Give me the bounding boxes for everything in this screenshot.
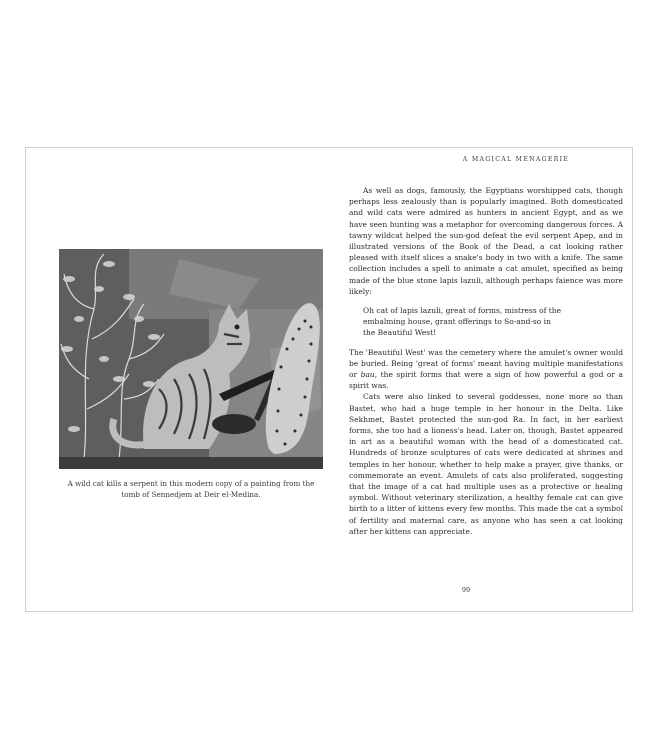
quote-line-2: embalming house, grant offerings to So-and-so in (363, 317, 551, 327)
paragraph-1: As well as dogs, famously, the Egyptians worshipped cats, though perhaps less zealously than is popularly imagined. Both domesticated and wild cats were admired as hunters in ancient Egypt, and as we have seen hunting was a metaphor for overcoming dangerous forces. A tawny wildcat helped the sun-god defeat the evil serpent Apep, and in illustrated versions of the Book of the Dead, a cat looking rather pleased with itself slices a snake's body in two with a knife. The same collection includes a spell to animate a cat amulet, specified as being made of the blue stone lapis lazuli, although perhaps faience was more likely: (349, 186, 623, 296)
cat-serpent-illustration (59, 249, 323, 469)
paragraph-3: Cats were also linked to several goddesses, none more so than Bastet, who had a huge temple in her honour in the Delta. Like Sekhmet, Bastet protected the sun-god Ra. In fact, in her earliest forms, she too had a lioness's head. Later on, though, Bastet appeared in art as a beautiful woman with the head of a domesticated cat. Hundreds of bronze sculptures of cats were dedicated at shrines and temples in her honour, whether to help make a prayer, give thanks, or commemorate an event. Amulets of cats also proliferated, suggesting that the image of a cat had multiple uses as a protective or healing symbol. Without veterinary sterilization, a healthy female cat can give birth to a litter of kittens every few months. This made the cat a symbol of fertility and maternal care, as anyone who has seen a cat looking after her kittens can appreciate. (349, 392, 623, 536)
page-number: 99 (461, 586, 471, 594)
quote-line-1: Oh cat of lapis lazuli, great of forms, mistress of the (363, 306, 562, 316)
cat-serpent-painting-image (59, 249, 323, 469)
paragraph-2-part-a: The 'Beautiful West' was the cemetery where the amulet's owner would be buried. Being 'great of forms' meant having multiple manifestations or (349, 347, 623, 380)
quote-line-3: the Beautiful West! (363, 328, 437, 338)
body-text (349, 185, 623, 537)
running-head: A MAGICAL MENAGERIE (462, 156, 570, 163)
figure-caption: A wild cat kills a serpent in this modern copy of a painting from the tomb of Sennedjem at Deir el-Medina. (67, 479, 315, 499)
paragraph-2 (349, 347, 623, 392)
block-quote (363, 305, 623, 339)
paragraph-2-italic-term: bau (360, 370, 375, 380)
paragraph-2-part-b: , the spirit forms that were a sign of how powerful a god or a spirit was. (349, 370, 623, 391)
book-spread (25, 147, 633, 612)
